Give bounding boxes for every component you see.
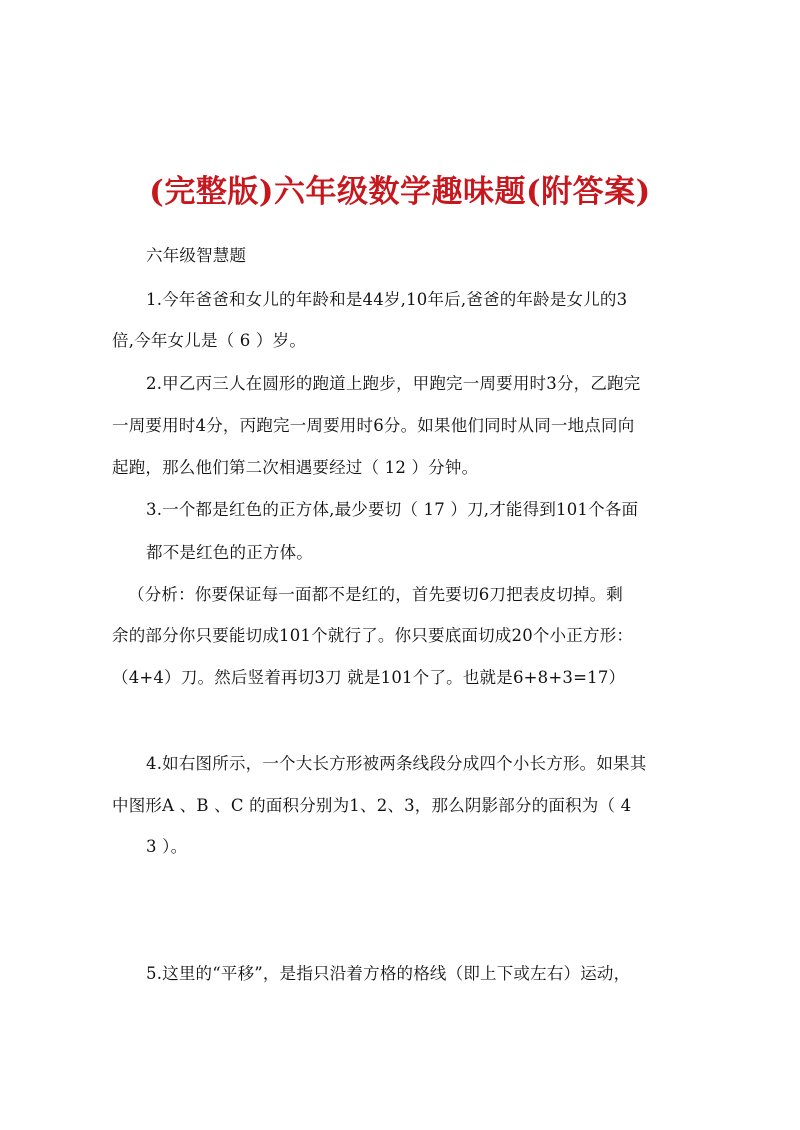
q2-line-3: 起跑，那么他们第二次相遇要经过（ 12 ）分钟。: [112, 458, 479, 477]
q2-line-2: 一周要用时4分，丙跑完一周要用时6分。如果他们同时从同一地点同向: [112, 416, 635, 435]
q3-analysis-1: （分析：你要保证每一面都不是红的，首先要切6刀把表皮切掉。剩: [128, 585, 623, 604]
q1-line-1: 1.今年爸爸和女儿的年龄和是44岁,10年后,爸爸的年龄是女儿的3: [146, 290, 628, 309]
q1-line-2: 倍,今年女儿是（ 6 ）岁。: [112, 331, 307, 350]
q4-line-3: 3 ）。: [146, 837, 188, 856]
q4-line-2: 中图形A 、B 、C 的面积分别为1、2、3，那么阴影部分的面积为（ 4: [112, 796, 632, 815]
q3-line-1: 3.一个都是红色的正方体,最少要切（ 17 ）刀,才能得到101个各面: [146, 500, 639, 519]
q3-analysis-3: （4+4）刀。然后竖着再切3刀 就是101个了。也就是6+8+3=17）: [112, 668, 626, 687]
q3-line-2: 都不是红色的正方体。: [146, 543, 313, 562]
q2-line-1: 2.甲乙丙三人在圆形的跑道上跑步，甲跑完一周要用时3分，乙跑完: [146, 374, 641, 393]
q5-line-1: 5.这里的“平移”，是指只沿着方格的格线（即上下或左右）运动，: [146, 964, 631, 983]
q3-analysis-2: 余的部分你只要能切成101个就行了。你只要底面切成20个小正方形：: [112, 626, 634, 645]
q4-line-1: 4.如右图所示，一个大长方形被两条线段分成四个小长方形。如果其: [146, 754, 647, 773]
section-heading: 六年级智慧题: [146, 246, 247, 265]
document-title: (完整版)六年级数学趣味题(附答案): [149, 174, 651, 210]
